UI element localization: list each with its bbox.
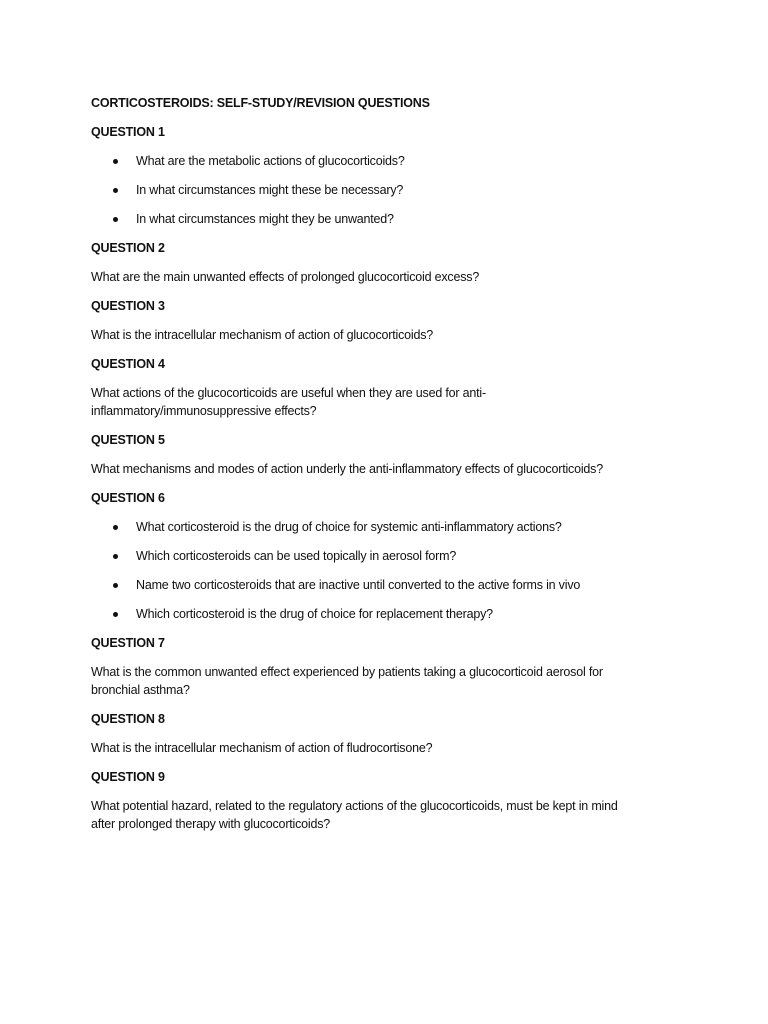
question-8-heading: QUESTION 8 <box>91 712 165 726</box>
bullet-icon <box>113 525 118 530</box>
question-7-line-1: What is the common unwanted effect experienced by patients taking a glucocorticoid aerosol for <box>91 665 603 679</box>
list-item-text: Name two corticosteroids that are inactive until converted to the active forms in vivo <box>136 578 581 592</box>
list-item <box>91 605 691 623</box>
question-4-text <box>91 384 691 420</box>
question-5-text: What mechanisms and modes of action underly the anti-inflammatory effects of glucocorticoids? <box>91 462 603 476</box>
question-7-line-2: bronchial asthma? <box>91 683 190 697</box>
list-item-text: Which corticosteroids can be used topically in aerosol form? <box>136 549 457 563</box>
list-item <box>91 152 691 170</box>
question-4-heading: QUESTION 4 <box>91 357 165 371</box>
bullet-icon <box>113 188 118 193</box>
question-8-text: What is the intracellular mechanism of action of fludrocortisone? <box>91 741 433 755</box>
bullet-icon <box>113 554 118 559</box>
question-3-text: What is the intracellular mechanism of action of glucocorticoids? <box>91 328 434 342</box>
question-6-heading: QUESTION 6 <box>91 491 165 505</box>
question-1-bullet-list <box>91 152 691 228</box>
list-item-text: In what circumstances might these be necessary? <box>136 183 404 197</box>
list-item <box>91 518 691 536</box>
question-2-text: What are the main unwanted effects of prolonged glucocorticoid excess? <box>91 270 480 284</box>
bullet-icon <box>113 612 118 617</box>
question-4-line-1: What actions of the glucocorticoids are useful when they are used for anti- <box>91 386 486 400</box>
question-6-bullet-list <box>91 518 691 623</box>
document-title: CORTICOSTEROIDS: SELF-STUDY/REVISION QUESTIONS <box>91 96 430 110</box>
list-item-text: Which corticosteroid is the drug of choice for replacement therapy? <box>136 607 493 621</box>
list-item <box>91 210 691 228</box>
list-item <box>91 576 691 594</box>
list-item-text: What corticosteroid is the drug of choice for systemic anti-inflammatory actions? <box>136 520 562 534</box>
question-9-line-1: What potential hazard, related to the regulatory actions of the glucocorticoids, must be kept in mind <box>91 799 618 813</box>
question-7-heading: QUESTION 7 <box>91 636 165 650</box>
question-9-heading: QUESTION 9 <box>91 770 165 784</box>
bullet-icon <box>113 583 118 588</box>
list-item <box>91 547 691 565</box>
question-2-heading: QUESTION 2 <box>91 241 165 255</box>
bullet-icon <box>113 217 118 222</box>
list-item <box>91 181 691 199</box>
question-1-heading: QUESTION 1 <box>91 125 165 139</box>
bullet-icon <box>113 159 118 164</box>
list-item-text: What are the metabolic actions of glucocorticoids? <box>136 154 405 168</box>
list-item-text: In what circumstances might they be unwanted? <box>136 212 394 226</box>
question-9-text <box>91 797 691 833</box>
question-3-heading: QUESTION 3 <box>91 299 165 313</box>
question-7-text <box>91 663 691 699</box>
question-9-line-2: after prolonged therapy with glucocorticoids? <box>91 817 331 831</box>
question-5-heading: QUESTION 5 <box>91 433 165 447</box>
document-page <box>91 94 691 844</box>
question-4-line-2: inflammatory/immunosuppressive effects? <box>91 404 317 418</box>
